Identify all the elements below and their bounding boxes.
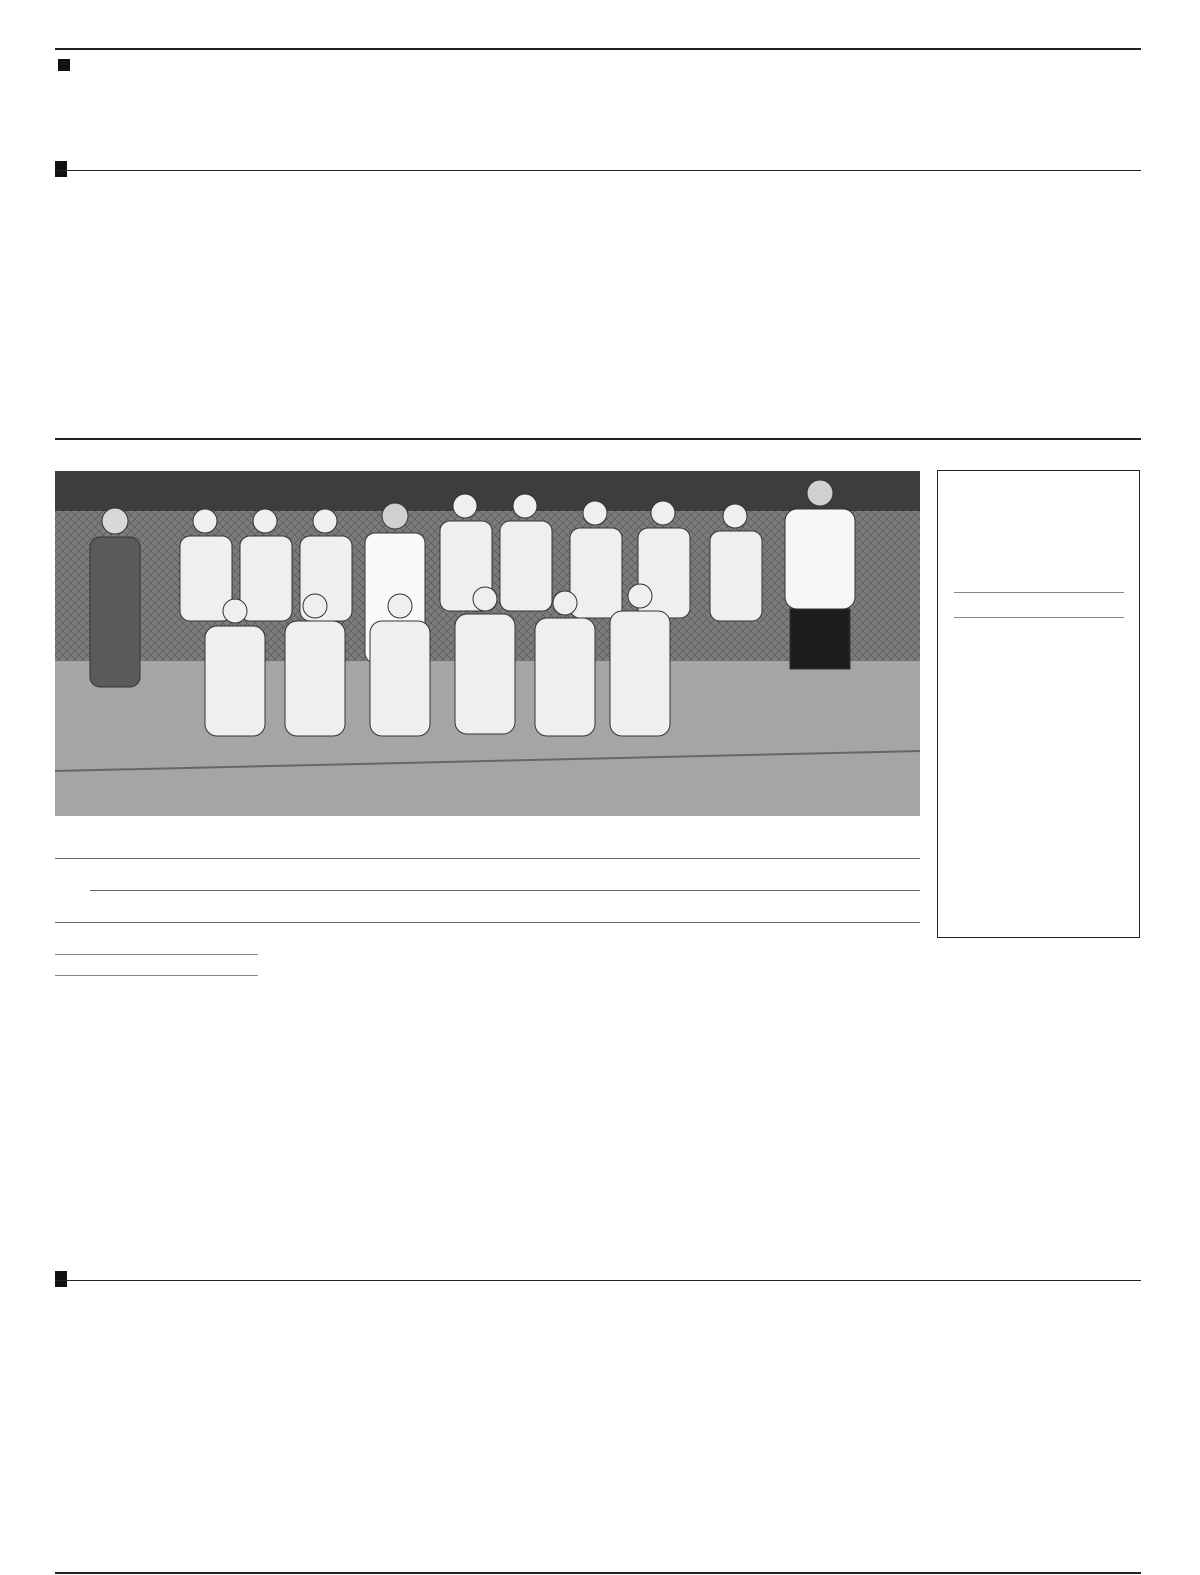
- page-number-section: [55, 55, 74, 75]
- roster-top-rule: [55, 170, 1141, 171]
- sidebar-title-rule: [954, 592, 1124, 593]
- header-top-rule: [55, 48, 1141, 50]
- article-byline-rule-bottom: [55, 975, 258, 976]
- team-photo-image: [55, 471, 920, 816]
- article-byline-rule-top: [55, 954, 258, 955]
- roster-bottom-bottom-rule: [55, 1572, 1141, 1574]
- square-bullet-icon: [58, 59, 70, 71]
- roster-bottom-rule: [55, 1280, 1141, 1281]
- roster-label-bottom: [55, 1268, 67, 1287]
- sidebar-box: [937, 470, 1140, 938]
- roster-top-bottom-rule: [55, 438, 1141, 440]
- roster-label-top: [55, 158, 67, 177]
- deck-rule-middle: [90, 890, 920, 891]
- deck-rule-bottom: [55, 922, 920, 923]
- team-photo: [55, 471, 920, 816]
- deck-rule-top: [55, 858, 920, 859]
- sidebar-byline-rule: [954, 617, 1124, 618]
